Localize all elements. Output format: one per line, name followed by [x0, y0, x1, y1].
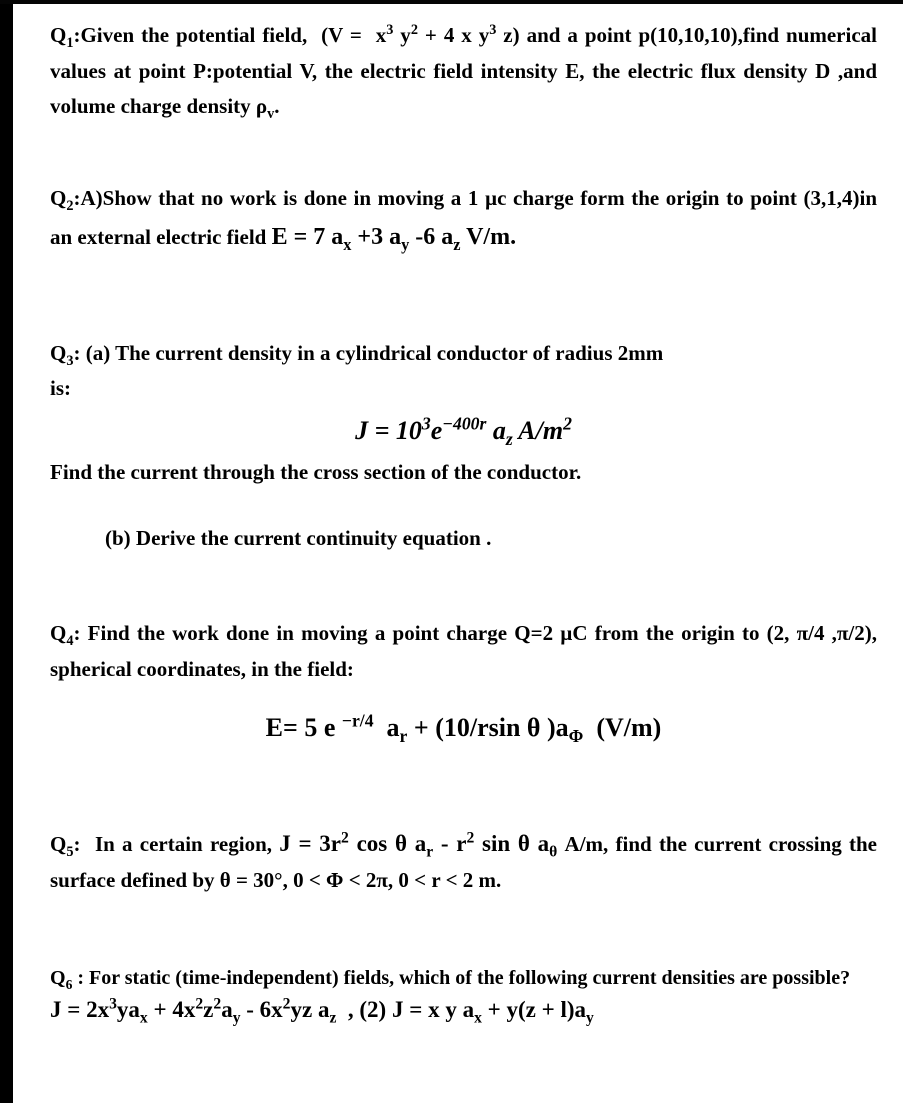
- question-2-text: $Q_2:A)Show$ that no work is done in moving a 1 µc charge form the origin to point (3,1,4)in an external electric field E = 7 $a_x +3$ $a_y$ -6 $a_z$ V/m.: [50, 186, 877, 254]
- scan-top-line: [0, 0, 903, 4]
- question-5-text: $Q_5$: In a certain region, $J = 3r^2$ cos θ $a_r - r^2$ sin θ $a_\theta$ A/m, find the current crossing the surface defined by θ = 30°, 0 < Φ < 2π, 0 < r < 2 m.: [50, 829, 878, 893]
- question-2: [50, 181, 877, 257]
- scan-edge-bar: [0, 0, 13, 1103]
- question-3-intro: $Q_3$: (a) The current density in a cylindrical conductor of radius 2mm is:: [50, 340, 664, 401]
- question-6-intro: $Q_6$ : For static (time-independent) fields, which of the following current densities are possible?: [50, 966, 851, 992]
- question-4-intro: $Q_4$: Find the work done in moving a point charge Q=2 µC from the origin to (2, π/4 ,π/2), spherical coordinates, in the field:: [50, 621, 877, 682]
- question-3-equation: $J = 10^3e^{-400r}$ $a_z$ $A/m^2$: [355, 413, 572, 450]
- question-4-equation: E= 5 e $^{-r/4}$ $a_r + (10/rsin$ θ )$a_\Phi$ (V/m): [265, 710, 662, 747]
- question-3-find-line: Find the current through the cross section of the conductor.: [50, 460, 582, 485]
- question-1: [50, 18, 877, 125]
- document-content: [50, 18, 877, 1027]
- question-4: [50, 616, 877, 750]
- question-3: [50, 336, 877, 557]
- question-5: [50, 824, 877, 899]
- question-6: [50, 963, 877, 1028]
- question-6-equation: $J = 2x^3ya_x + 4x^2z^2a_y - 6x^2yz$ $a_z$ , (2) J = x y $a_x + y(z + l)a_y$: [50, 995, 594, 1027]
- question-3-part-b: (b) Derive the current continuity equation .: [105, 525, 492, 550]
- question-1-text: $Q_1:Given$ the potential field, ($V = x^3$ $y^2 + 4$ x $y^3$ z) and a point p(10,10,10),find numerical values at point P:potential V, the electric field intensity E, the electric flux density D ,and volume charge density $\rho_v$.: [50, 22, 877, 123]
